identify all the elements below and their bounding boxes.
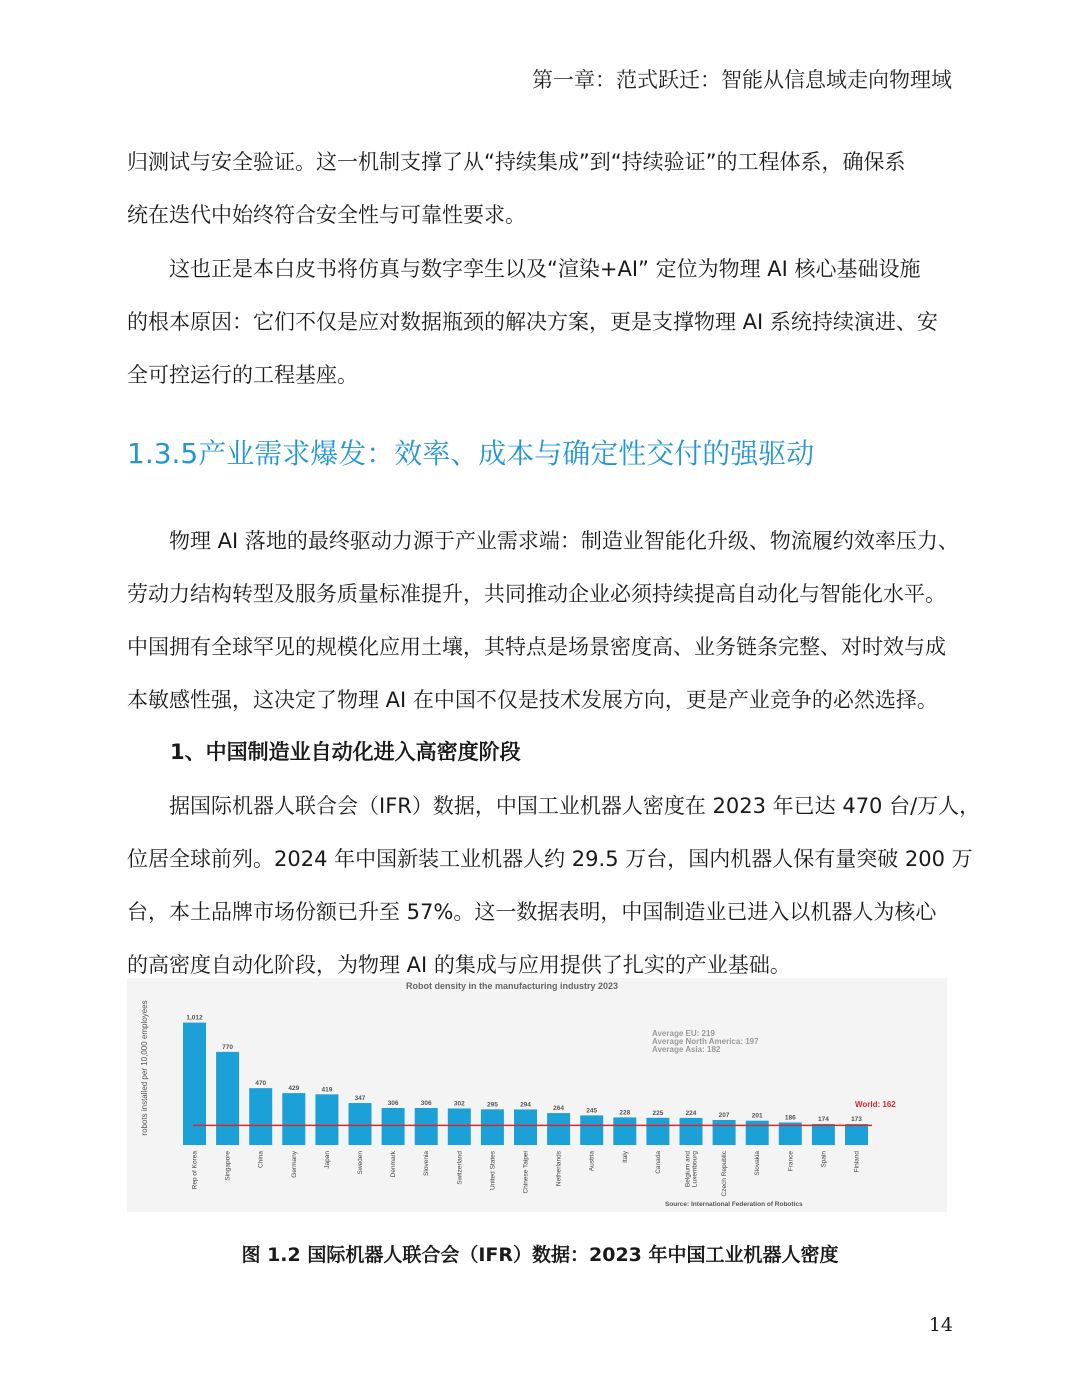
category-tick-label: Rep of Korea	[191, 1151, 199, 1190]
value-label: 228	[619, 1109, 631, 1117]
value-label: 419	[321, 1086, 333, 1094]
text-line: 的高密度自动化阶段，为物理 AI 的集成与应用提供了扎实的产业基础。	[127, 953, 791, 977]
text-line: 的根本原因：它们不仅是应对数据瓶颈的解决方案，更是支撑物理 AI 系统持续演进、安	[127, 310, 938, 334]
value-label: 264	[553, 1105, 565, 1113]
bar-germany	[282, 1093, 305, 1145]
category-tick-label: Spain	[820, 1151, 828, 1168]
value-label: 295	[486, 1101, 498, 1109]
chart-source: Source: International Federation of Robotics	[665, 1201, 803, 1208]
bar-canada	[646, 1118, 669, 1145]
text-line: 归测试与安全验证。这一机制支撑了从“持续集成”到“持续验证”的工程体系，确保系	[127, 150, 906, 174]
paragraph-continuation	[127, 136, 954, 242]
bar-switzerland	[448, 1108, 471, 1145]
bar-slovenia	[415, 1108, 438, 1145]
value-label: 470	[255, 1080, 267, 1088]
category-tick-label: Slovenia	[423, 1151, 431, 1176]
text-line: 据国际机器人联合会（IFR）数据，中国工业机器人密度在 2023 年已达 470 台/万人，	[127, 794, 981, 818]
text-line: 全可控运行的工程基座。	[127, 363, 358, 387]
chart-title: Robot density in the manufacturing industry 2023	[405, 981, 619, 991]
bar-rep-of-korea	[183, 1023, 206, 1145]
text-line: 物理 AI 落地的最终驱动力源于产业需求端：制造业智能化升级、物流履约效率压力、	[127, 529, 959, 553]
value-label: 207	[718, 1111, 730, 1119]
robot-density-chart	[127, 978, 947, 1212]
category-tick-label: Canada	[654, 1151, 662, 1174]
value-label: 186	[784, 1114, 796, 1122]
value-label: 201	[751, 1112, 763, 1120]
bar-austria	[580, 1115, 603, 1145]
text-line: 本敏感性强，这决定了物理 AI 在中国不仅是技术发展方向，更是产业竞争的必然选择。	[127, 688, 938, 712]
bar-china	[249, 1088, 272, 1145]
value-label: 225	[652, 1109, 664, 1117]
page-number: 14	[928, 1314, 953, 1336]
y-axis-label: robots installed per 10,000 employees	[140, 1000, 149, 1136]
text-line: 这也正是本白皮书将仿真与数字孪生以及“渲染+AI” 定位为物理 AI 核心基础设施	[127, 257, 921, 281]
bar-denmark	[382, 1108, 405, 1145]
text-line: 劳动力结构转型及服务质量标准提升，共同推动企业必须持续提高自动化与智能化水平。	[127, 582, 946, 606]
category-tick-label: Czech Republic	[721, 1151, 729, 1197]
text-line: 台，本土品牌市场份额已升至 57%。这一数据表明，中国制造业已进入以机器人为核心	[127, 900, 937, 924]
bar-united-states	[481, 1109, 504, 1145]
value-label: 294	[520, 1101, 531, 1109]
subsection-heading: 1、中国制造业自动化进入高密度阶段	[170, 740, 521, 764]
annotation-asia: Average Asia: 182	[652, 1045, 721, 1054]
category-tick-label: Belgium and	[684, 1151, 692, 1188]
value-label: 302	[453, 1100, 465, 1108]
annotation-north-america: Average North America: 197	[652, 1037, 759, 1046]
value-label: 347	[354, 1095, 366, 1103]
figure-caption: 图 1.2 国际机器人联合会（IFR）数据：2023 年中国工业机器人密度	[241, 1244, 839, 1266]
value-label: 224	[685, 1109, 697, 1117]
value-label: 306	[420, 1099, 432, 1107]
bar-czech-republic	[713, 1120, 736, 1145]
paragraph-industry-demand	[127, 515, 959, 727]
category-tick-label: Singapore	[224, 1151, 232, 1181]
category-tick-label: Chinese Taipei	[522, 1151, 530, 1194]
annotation-eu: Average EU: 219	[652, 1029, 715, 1038]
category-tick-label: Sweden	[357, 1151, 364, 1175]
bar-belgium-and-luxembourg	[680, 1118, 703, 1145]
category-tick-label: Italy	[621, 1151, 629, 1163]
running-header: 第一章：范式跃迁：智能从信息域走向物理域	[532, 68, 952, 92]
category-tick-label: Germany	[290, 1151, 298, 1178]
value-label: 770	[222, 1043, 234, 1051]
category-tick-label: Slovakia	[754, 1151, 762, 1176]
bar-japan	[315, 1094, 338, 1145]
value-label: 306	[387, 1099, 399, 1107]
chart-canvas	[127, 978, 947, 1212]
paragraph-ifr-data	[127, 780, 981, 992]
category-tick-label: Luxembourg	[691, 1151, 699, 1188]
category-tick-label: Austria	[588, 1151, 596, 1172]
category-tick-label: China	[257, 1151, 265, 1168]
category-tick-label: France	[787, 1151, 795, 1172]
section-heading: 1.3.5产业需求爆发：效率、成本与确定性交付的强驱动	[127, 437, 815, 470]
bar-sweden	[349, 1103, 372, 1145]
bar-slovakia	[746, 1121, 769, 1145]
average-annotations	[652, 1029, 759, 1054]
value-label: 174	[817, 1115, 829, 1123]
world-average-label: World: 162	[855, 1100, 896, 1109]
value-label: 173	[851, 1116, 862, 1124]
text-line: 位居全球前列。2024 年中国新装工业机器人约 29.5 万台，国内机器人保有量突破 200 万	[127, 847, 973, 871]
value-label: 245	[586, 1107, 598, 1115]
bar-italy	[613, 1117, 636, 1145]
text-line: 统在迭代中始终符合安全性与可靠性要求。	[127, 203, 526, 227]
value-label: 1,012	[186, 1014, 203, 1022]
bar-finland	[845, 1124, 868, 1145]
category-tick-label: Finland	[853, 1151, 861, 1173]
bar-spain	[812, 1124, 835, 1145]
value-label: 429	[288, 1085, 300, 1093]
category-tick-label: United States	[489, 1151, 497, 1191]
bar-netherlands	[547, 1113, 570, 1145]
category-tick-label: Denmark	[390, 1151, 398, 1178]
category-tick-label: Switzerland	[456, 1151, 464, 1185]
paragraph-whitepaper-reason	[127, 243, 954, 402]
category-tick-label: Japan	[323, 1151, 331, 1169]
bar-chinese-taipei	[514, 1109, 537, 1145]
text-line: 中国拥有全球罕见的规模化应用土壤，其特点是场景密度高、业务链条完整、对时效与成	[127, 635, 946, 659]
bar-singapore	[216, 1052, 239, 1145]
category-tick-label: Netherlands	[555, 1151, 563, 1187]
